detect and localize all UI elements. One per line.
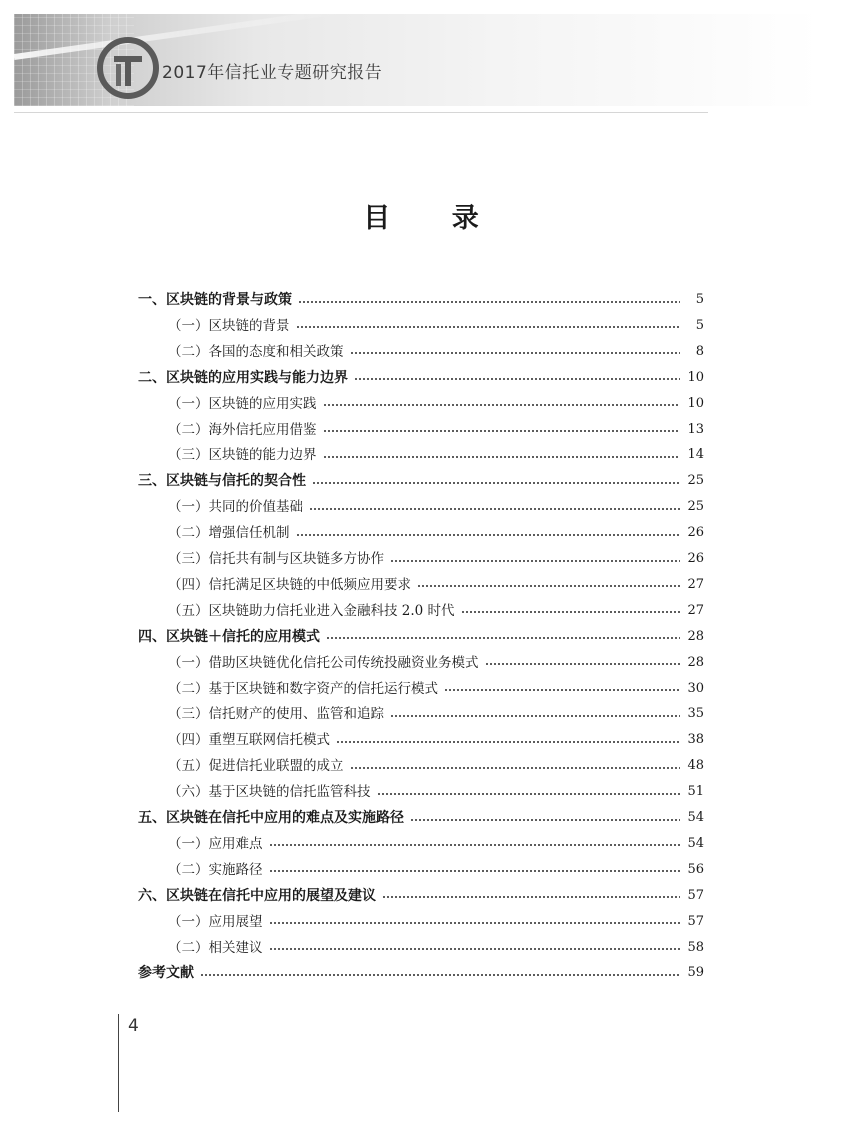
toc-entry-label: 三、区块链与信托的契合性 bbox=[138, 473, 306, 490]
toc-section-entry[interactable] bbox=[138, 653, 704, 673]
toc-leader-dots bbox=[200, 974, 680, 976]
toc-entry-label: （二）各国的态度和相关政策 bbox=[168, 343, 344, 360]
toc-chapter-entry[interactable] bbox=[138, 290, 704, 310]
toc-section-entry[interactable] bbox=[138, 912, 704, 932]
toc-entry-page: 56 bbox=[687, 861, 704, 877]
toc-entry-label: （六）基于区块链的信托监管科技 bbox=[168, 784, 371, 801]
page-number: 4 bbox=[128, 1016, 139, 1036]
toc-chapter-entry[interactable] bbox=[138, 808, 704, 828]
toc-entry-page: 48 bbox=[687, 758, 704, 774]
toc-entry-label: 五、区块链在信托中应用的难点及实施路径 bbox=[138, 810, 404, 826]
toc-section-entry[interactable] bbox=[138, 497, 704, 517]
toc-section-entry[interactable] bbox=[138, 316, 704, 336]
toc-leader-dots bbox=[461, 611, 680, 613]
toc-entry-label: （一）区块链的应用实践 bbox=[168, 395, 317, 412]
toc-entry-page: 54 bbox=[687, 810, 704, 825]
toc-leader-dots bbox=[269, 844, 681, 846]
toc-entry-page: 58 bbox=[687, 939, 704, 955]
toc-section-entry[interactable] bbox=[138, 860, 704, 880]
toc-leader-dots bbox=[312, 482, 680, 484]
toc-entry-page: 5 bbox=[695, 317, 704, 333]
toc-entry-label: （一）区块链的背景 bbox=[168, 317, 290, 334]
toc-leader-dots bbox=[350, 767, 681, 769]
toc-section-entry[interactable] bbox=[138, 394, 704, 414]
toc-leader-dots bbox=[390, 715, 680, 717]
toc-leader-dots bbox=[444, 689, 680, 691]
toc-section-entry[interactable] bbox=[138, 420, 704, 440]
toc-entry-page: 35 bbox=[687, 706, 704, 722]
toc-chapter-entry[interactable] bbox=[138, 627, 704, 647]
toc-title: 目 录 bbox=[363, 203, 505, 234]
toc-entry-page: 57 bbox=[687, 913, 704, 929]
toc-entry-label: 一、区块链的背景与政策 bbox=[138, 292, 292, 308]
toc-leader-dots bbox=[309, 508, 680, 510]
toc-section-entry[interactable] bbox=[138, 601, 704, 621]
toc-section-entry[interactable] bbox=[138, 523, 704, 543]
toc-entry-page: 38 bbox=[687, 732, 704, 748]
toc-entry-page: 27 bbox=[687, 576, 704, 592]
toc-entry-page: 25 bbox=[687, 473, 704, 489]
toc-chapter-entry[interactable] bbox=[138, 963, 704, 983]
toc-entry-page: 54 bbox=[687, 835, 704, 851]
toc-leader-dots bbox=[336, 741, 680, 743]
toc-chapter-entry[interactable] bbox=[138, 471, 704, 491]
toc-entry-page: 59 bbox=[687, 965, 704, 981]
toc-leader-dots bbox=[382, 896, 680, 898]
toc-entry-label: 四、区块链＋信托的应用模式 bbox=[138, 628, 320, 645]
toc-leader-dots bbox=[485, 663, 681, 665]
toc-leader-dots bbox=[377, 793, 681, 795]
toc-entry-page: 14 bbox=[687, 447, 704, 463]
toc-entry-label: （二）实施路径 bbox=[168, 861, 263, 878]
toc-entry-label: （一）共同的价值基础 bbox=[168, 499, 303, 516]
toc-leader-dots bbox=[410, 819, 680, 821]
toc-leader-dots bbox=[296, 534, 681, 536]
toc-chapter-entry[interactable] bbox=[138, 368, 704, 388]
toc-leader-dots bbox=[298, 301, 680, 303]
toc-section-entry[interactable] bbox=[138, 834, 704, 854]
toc-entry-page: 5 bbox=[695, 292, 704, 307]
toc-leader-dots bbox=[326, 637, 680, 639]
toc-section-entry[interactable] bbox=[138, 756, 704, 776]
toc-leader-dots bbox=[296, 326, 681, 328]
toc-leader-dots bbox=[323, 430, 681, 432]
toc-entry-page: 28 bbox=[687, 628, 704, 644]
toc-section-entry[interactable] bbox=[138, 704, 704, 724]
toc-entry-page: 51 bbox=[687, 784, 704, 800]
toc-leader-dots bbox=[269, 870, 681, 872]
toc-entry-label: （三）信托财产的使用、监管和追踪 bbox=[168, 706, 384, 723]
header-divider bbox=[14, 112, 708, 113]
toc-entry-label: （一）借助区块链优化信托公司传统投融资业务模式 bbox=[168, 654, 479, 671]
toc-entry-label: 六、区块链在信托中应用的展望及建议 bbox=[138, 887, 376, 904]
toc-entry-page: 28 bbox=[687, 654, 704, 670]
toc-entry-page: 26 bbox=[687, 551, 704, 566]
toc-entry-label: 二、区块链的应用实践与能力边界 bbox=[138, 369, 348, 386]
toc-section-entry[interactable] bbox=[138, 445, 704, 465]
toc-entry-label: （四）信托满足区块链的中低频应用要求 bbox=[168, 576, 411, 593]
toc-entry-page: 10 bbox=[687, 395, 704, 411]
toc-entry-label: 参考文献 bbox=[138, 965, 194, 982]
toc-section-entry[interactable] bbox=[138, 679, 704, 699]
toc-entry-label: （二）海外信托应用借鉴 bbox=[168, 421, 317, 438]
toc-section-entry[interactable] bbox=[138, 782, 704, 802]
toc-leader-dots bbox=[269, 948, 681, 950]
toc-entry-page: 10 bbox=[687, 369, 704, 385]
toc-entry-label: （一）应用展望 bbox=[168, 913, 263, 930]
toc-leader-dots bbox=[323, 456, 681, 458]
toc-chapter-entry[interactable] bbox=[138, 886, 704, 906]
toc-entry-label: （二）相关建议 bbox=[168, 939, 263, 956]
toc-entry-page: 13 bbox=[687, 421, 704, 437]
toc-entry-label: （二）基于区块链和数字资产的信托运行模式 bbox=[168, 680, 438, 697]
toc-leader-dots bbox=[350, 352, 681, 354]
toc-entry-page: 25 bbox=[687, 499, 704, 515]
toc-leader-dots bbox=[417, 585, 680, 587]
toc-leader-dots bbox=[354, 378, 680, 380]
toc-leader-dots bbox=[269, 922, 681, 924]
toc-entry-page: 8 bbox=[695, 343, 704, 359]
toc-leader-dots bbox=[323, 404, 681, 406]
report-header-title: 2017年信托业专题研究报告 bbox=[162, 63, 383, 83]
toc-entry-page: 30 bbox=[687, 680, 704, 696]
toc-entry-page: 57 bbox=[687, 887, 704, 903]
toc-section-entry[interactable] bbox=[138, 575, 704, 595]
toc-section-entry[interactable] bbox=[138, 342, 704, 362]
toc-section-entry[interactable] bbox=[138, 730, 704, 750]
toc-leader-dots bbox=[390, 560, 680, 562]
toc-entry-label: （三）信托共有制与区块链多方协作 bbox=[168, 551, 384, 567]
footer-vertical-rule bbox=[118, 1014, 119, 1112]
trust-logo-icon bbox=[96, 36, 160, 100]
toc-section-entry[interactable] bbox=[138, 549, 704, 569]
toc-entry-page: 26 bbox=[687, 525, 704, 541]
toc-entry-label: （三）区块链的能力边界 bbox=[168, 447, 317, 464]
toc-entry-label: （五）促进信托业联盟的成立 bbox=[168, 758, 344, 775]
toc-entry-label: （五）区块链助力信托业进入金融科技 2.0 时代 bbox=[168, 602, 455, 619]
toc-entry-label: （一）应用难点 bbox=[168, 835, 263, 852]
toc-entry-label: （二）增强信任机制 bbox=[168, 525, 290, 542]
toc-entry-page: 27 bbox=[687, 602, 704, 618]
toc-entry-label: （四）重塑互联网信托模式 bbox=[168, 732, 330, 749]
toc-section-entry[interactable] bbox=[138, 938, 704, 958]
